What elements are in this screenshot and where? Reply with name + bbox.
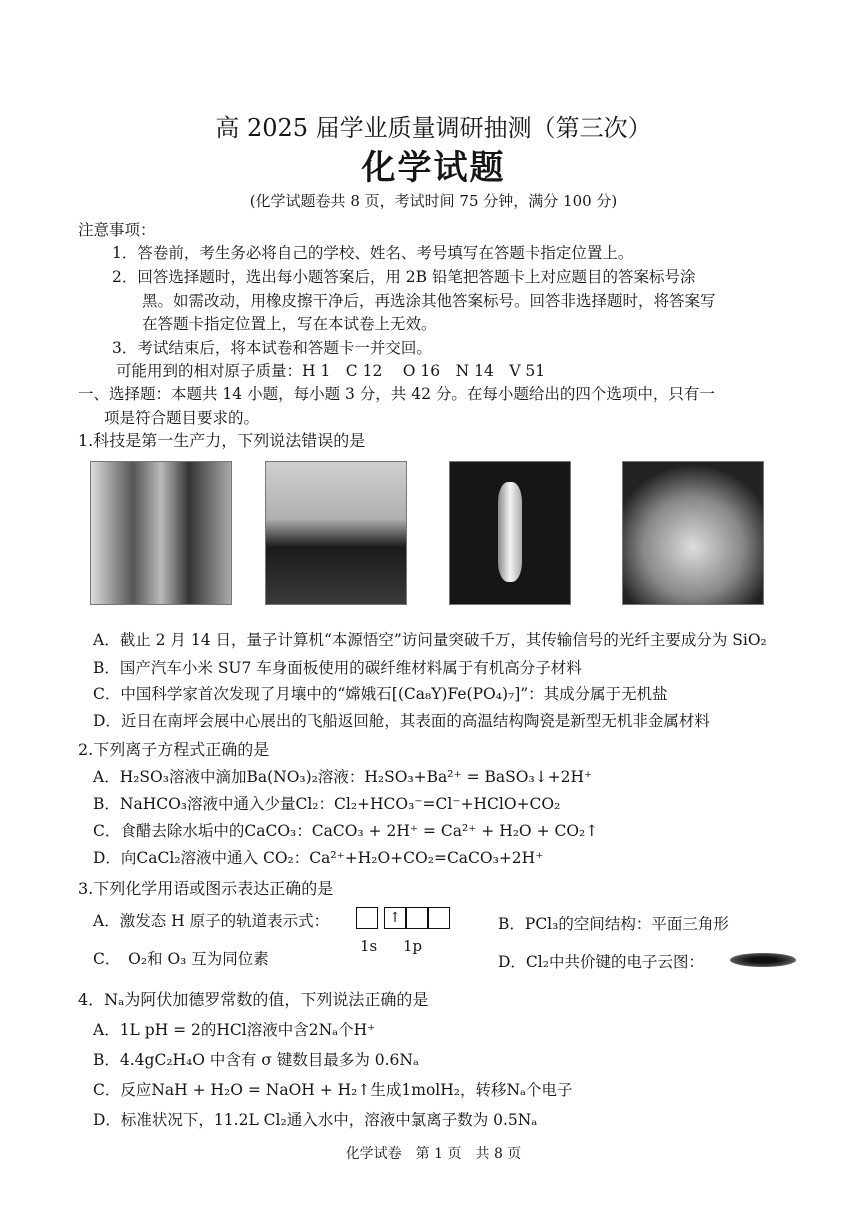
orbital-label-1s: 1s: [360, 937, 378, 955]
quantum-computer-photo: [90, 461, 232, 605]
crystal-photo: [449, 461, 571, 605]
q2-stem: 2.下列离子方程式正确的是: [78, 740, 270, 759]
electron-cloud-figure: [730, 953, 796, 967]
orbital-label-1p: 1p: [403, 937, 423, 955]
note-2-line-1: 2．回答选择题时，选出每小题答案后，用 2B 铅笔把答题卡上对应题目的答案标号涂: [112, 268, 696, 286]
q2-option-a: A．H₂SO₃溶液中滴加Ba(NO₃)₂溶液：H₂SO₃+Ba²⁺ = BaSO₃↓+2H⁺: [93, 768, 593, 786]
orbital-box-1p-3: [428, 907, 450, 929]
q1-stem: 1.科技是第一生产力，下列说法错误的是: [78, 431, 366, 450]
q1-option-b: B．国产汽车小米 SU7 车身面板使用的碳纤维材料属于有机高分子材料: [93, 659, 582, 677]
page-footer: 化学试卷 第 1 页 共 8 页: [345, 1146, 522, 1162]
q1-option-c: C．中国科学家首次发现了月壤中的“嫦娥石[(Ca₈Y)Fe(PO₄)₇]”：其成分属于无机盐: [93, 685, 668, 703]
orbital-box-1p-1: ↑: [384, 907, 406, 929]
section-heading-line-2: 项是符合题目要求的。: [104, 409, 260, 427]
capsule-photo: [622, 461, 764, 605]
q4-option-a: A．1L pH = 2的HCl溶液中含2Nₐ个H⁺: [93, 1021, 376, 1039]
orbital-box-1p-2: [406, 907, 428, 929]
note-3: 3．考试结束后，将本试卷和答题卡一并交回。: [112, 339, 432, 357]
q2-option-d: D．向CaCl₂溶液中通入 CO₂：Ca²⁺+H₂O+CO₂=CaCO₃+2H⁺: [93, 849, 544, 867]
exam-info: (化学试题卷共 8 页，考试时间 75 分钟，满分 100 分): [249, 192, 618, 210]
q4-option-b: B．4.4gC₂H₄O 中含有 σ 键数目最多为 0.6Nₐ: [93, 1051, 419, 1069]
note-1: 1．答卷前，考生务必将自己的学校、姓名、考号填写在答题卡指定位置上。: [112, 244, 634, 262]
atomic-masses: 可能用到的相对原子质量：H 1 C 12 O 16 N 14 V 51: [116, 362, 546, 380]
note-2-line-2: 黑。如需改动，用橡皮擦干净后，再选涂其他答案标号。回答非选择题时，将答案写: [142, 292, 716, 310]
note-2-line-3: 在答题卡指定位置上，写在本试卷上无效。: [142, 315, 437, 333]
exam-title: 高 2025 届学业质量调研抽测（第三次）: [215, 114, 652, 142]
q4-option-c: C．反应NaH + H₂O = NaOH + H₂↑生成1molH₂，转移Nₐ个电子: [93, 1081, 573, 1099]
orbital-box-1s: [356, 907, 378, 929]
q1-option-a: A．截止 2 月 14 日，量子计算机“本源悟空”访问量突破千万，其传输信号的光纤主要成分为 SiO₂: [93, 631, 767, 649]
q3-option-a: A．激发态 H 原子的轨道表示式：: [93, 912, 330, 930]
q4-stem: 4．Nₐ为阿伏加德罗常数的值，下列说法正确的是: [78, 990, 429, 1009]
q3-stem: 3.下列化学用语或图示表达正确的是: [78, 879, 334, 898]
q4-option-d: D．标准状况下，11.2L Cl₂通入水中，溶液中氯离子数为 0.5Nₐ: [93, 1111, 538, 1129]
q1-option-d: D．近日在南坪会展中心展出的飞船返回舱，其表面的高温结构陶瓷是新型无机非金属材料: [93, 712, 710, 730]
notes-label: 注意事项：: [78, 221, 156, 239]
q2-option-c: C．食醋去除水垢中的CaCO₃：CaCO₃ + 2H⁺ = Ca²⁺ + H₂O + CO₂↑: [93, 822, 599, 840]
subject-title: 化学试题: [361, 148, 506, 188]
car-photo: [265, 461, 407, 605]
q3-option-d: D．Cl₂中共价键的电子云图：: [498, 953, 704, 971]
q2-option-b: B．NaHCO₃溶液中通入少量Cl₂：Cl₂+HCO₃⁻=Cl⁻+HClO+CO₂: [93, 795, 561, 813]
q3-option-b: B．PCl₃的空间结构：平面三角形: [498, 915, 729, 933]
q3-option-c: C． O₂和 O₃ 互为同位素: [93, 950, 269, 968]
section-heading-line-1: 一、选择题：本题共 14 小题，每小题 3 分，共 42 分。在每小题给出的四个选项中，只有一: [78, 385, 715, 403]
